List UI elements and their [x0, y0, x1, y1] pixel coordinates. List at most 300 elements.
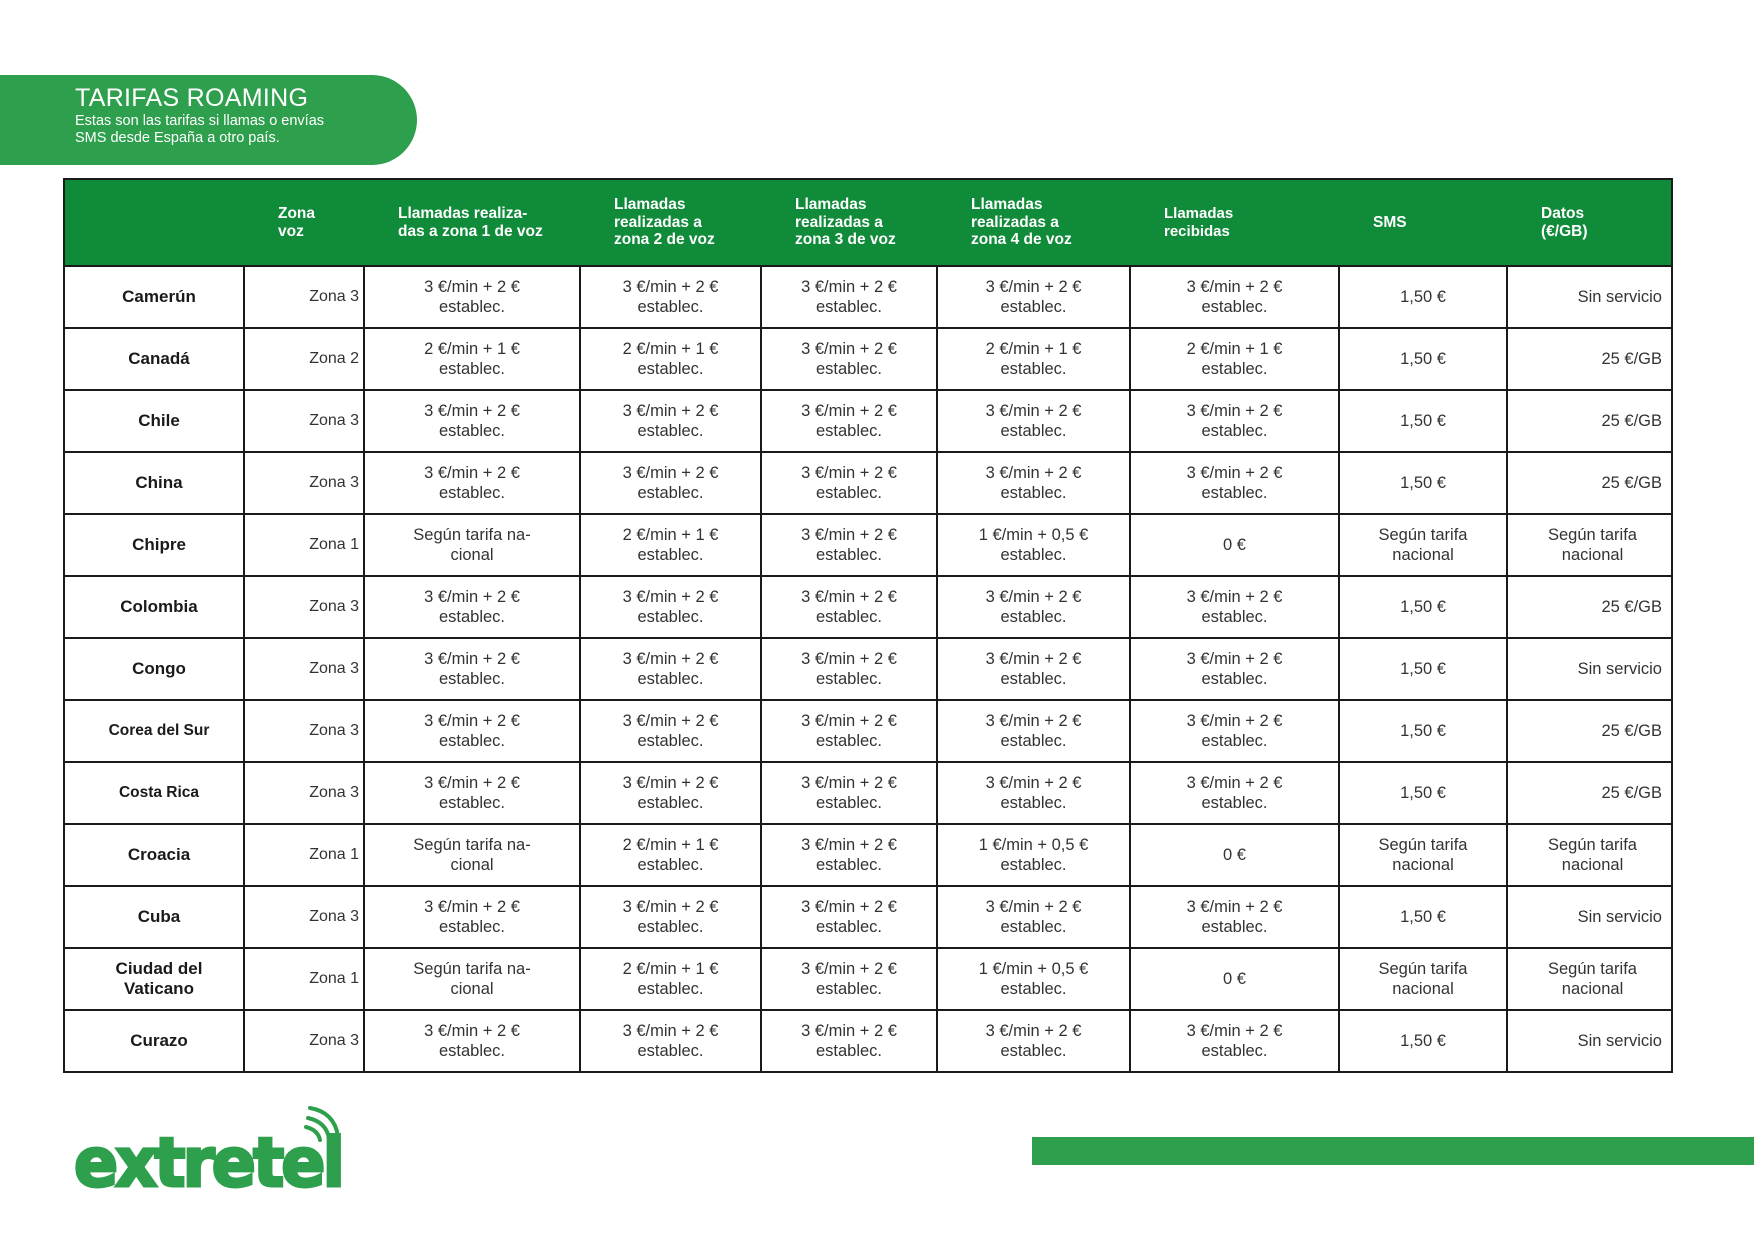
- table-row: [64, 700, 1672, 762]
- cell-line: establec.: [637, 484, 704, 502]
- cell-line: realizadas a: [795, 213, 883, 231]
- table-row: [64, 576, 1672, 638]
- cell-line: recibidas: [1164, 222, 1230, 240]
- rate-cell-z1: [364, 824, 580, 886]
- table-row: [64, 266, 1672, 328]
- sms-cell: [1339, 638, 1507, 700]
- cell-line: establec.: [438, 732, 506, 750]
- rate-cell-recibidas: [1130, 328, 1339, 390]
- cell-line: 3 €/min + 2 €: [985, 898, 1082, 916]
- cell-line: establec.: [637, 856, 704, 874]
- cell-line: Camerún: [122, 287, 196, 306]
- cell-line: 3 €/min + 2 €: [801, 402, 897, 420]
- rate-cell-recibidas: [1130, 762, 1339, 824]
- cell-line: establec.: [815, 1042, 883, 1060]
- cell-line: 1 €/min + 0,5 €: [978, 526, 1089, 544]
- cell-line: Llamadas: [971, 196, 1043, 214]
- cell-line: Ciudad del: [115, 959, 203, 978]
- rate-cell-z2: [580, 948, 761, 1010]
- cell-line: Llamadas: [614, 196, 686, 214]
- cell-line: establec.: [815, 794, 883, 812]
- cell-line: 3 €/min + 2 €: [622, 278, 719, 296]
- cell-line: nacional: [1392, 546, 1454, 564]
- zone-cell: Zona 3: [244, 638, 364, 700]
- section-subtitle: [75, 113, 417, 147]
- cell-line: establec.: [1201, 794, 1268, 812]
- cell-line: 2 €/min + 1 €: [622, 960, 719, 978]
- cell-line: Zona: [278, 205, 316, 222]
- cell-line: 3 €/min + 2 €: [622, 1022, 719, 1040]
- cell-line: 3 €/min + 2 €: [1186, 1022, 1283, 1040]
- cell-line: 3 €/min + 2 €: [424, 898, 520, 916]
- cell-line: establec.: [1000, 608, 1067, 626]
- column-header-datos: [1507, 179, 1672, 266]
- rate-cell-recibidas: [1130, 452, 1339, 514]
- cell-line: Según tarifa: [1378, 836, 1468, 854]
- cell-line: 3 €/min + 2 €: [985, 464, 1082, 482]
- rate-cell-z3: [761, 576, 937, 638]
- cell-line: 3 €/min + 2 €: [622, 402, 719, 420]
- rate-cell-z4: [937, 886, 1130, 948]
- cell-line: 3 €/min + 2 €: [1186, 774, 1283, 792]
- cell-line: 25 €/GB: [1601, 598, 1662, 616]
- country-cell: [64, 328, 244, 390]
- cell-line: nacional: [1392, 980, 1454, 998]
- cell-line: establec.: [1000, 794, 1067, 812]
- cell-line: establec.: [1000, 670, 1067, 688]
- zone-cell: Zona 3: [244, 390, 364, 452]
- section-title: TARIFAS ROAMING: [75, 84, 309, 112]
- rate-cell-z2: [580, 576, 761, 638]
- cell-line: 1,50 €: [1400, 598, 1446, 616]
- sms-cell: [1339, 266, 1507, 328]
- zone-cell: Zona 3: [244, 762, 364, 824]
- cell-line: establec.: [815, 918, 883, 936]
- logo-wordmark: extretel: [74, 1124, 342, 1203]
- cell-line: establec.: [1000, 856, 1067, 874]
- cell-line: 3 €/min + 2 €: [985, 588, 1082, 606]
- data-cell: [1507, 762, 1672, 824]
- column-header-sms: [1339, 179, 1507, 266]
- cell-line: 0 €: [1223, 970, 1246, 988]
- rate-cell-z3: [761, 390, 937, 452]
- rate-cell-z2: [580, 390, 761, 452]
- cell-line: 3 €/min + 2 €: [424, 402, 520, 420]
- cell-line: 25 €/GB: [1601, 474, 1662, 492]
- cell-line: establec.: [637, 1042, 704, 1060]
- sms-cell: [1339, 948, 1507, 1010]
- cell-line: 3 €/min + 2 €: [424, 464, 520, 482]
- cell-line: 3 €/min + 2 €: [1186, 898, 1283, 916]
- rate-cell-z3: [761, 328, 937, 390]
- rate-cell-recibidas: [1130, 700, 1339, 762]
- rate-cell-recibidas: [1130, 514, 1339, 576]
- cell-line: Cuba: [137, 907, 181, 926]
- rate-cell-recibidas: [1130, 576, 1339, 638]
- cell-line: 1,50 €: [1400, 784, 1446, 802]
- data-cell: [1507, 638, 1672, 700]
- cell-line: das a zona 1 de voz: [398, 222, 543, 240]
- cell-line: 2 €/min + 1 €: [424, 340, 520, 358]
- sms-cell: [1339, 1010, 1507, 1072]
- rate-cell-z2: [580, 266, 761, 328]
- country-cell: [64, 576, 244, 638]
- cell-line: 3 €/min + 2 €: [801, 712, 897, 730]
- data-cell: [1507, 514, 1672, 576]
- cell-line: 25 €/GB: [1601, 350, 1662, 368]
- footer-accent-bar: [1032, 1137, 1754, 1165]
- zone-cell: Zona 3: [244, 1010, 364, 1072]
- cell-line: establec.: [1000, 422, 1067, 440]
- rate-cell-z1: [364, 576, 580, 638]
- cell-line: 0 €: [1223, 536, 1246, 554]
- zone-cell: Zona 3: [244, 700, 364, 762]
- cell-line: 3 €/min + 2 €: [622, 774, 719, 792]
- rate-cell-recibidas: [1130, 266, 1339, 328]
- table-row: [64, 824, 1672, 886]
- cell-line: 2 €/min + 1 €: [985, 340, 1082, 358]
- cell-line: 1,50 €: [1400, 288, 1446, 306]
- cell-line: Según tarifa: [1548, 836, 1637, 854]
- cell-line: establec.: [1000, 360, 1067, 378]
- cell-line: 3 €/min + 2 €: [985, 774, 1082, 792]
- country-cell: [64, 824, 244, 886]
- table-row: [64, 762, 1672, 824]
- cell-line: establec.: [815, 360, 883, 378]
- cell-line: 3 €/min + 2 €: [985, 278, 1082, 296]
- cell-line: 25 €/GB: [1601, 784, 1662, 802]
- rate-cell-z4: [937, 638, 1130, 700]
- cell-line: Vaticano: [124, 979, 194, 998]
- column-header-zona1: [364, 179, 580, 266]
- cell-line: establec.: [1000, 298, 1067, 316]
- cell-line: 1,50 €: [1400, 350, 1446, 368]
- cell-line: establec.: [815, 980, 883, 998]
- sms-cell: [1339, 576, 1507, 638]
- cell-line: establec.: [637, 670, 704, 688]
- rate-cell-z4: [937, 1010, 1130, 1072]
- cell-line: cional: [450, 546, 494, 564]
- cell-line: 3 €/min + 2 €: [424, 650, 520, 668]
- cell-line: 0 €: [1223, 846, 1246, 864]
- cell-line: zona 4 de voz: [971, 231, 1072, 249]
- cell-line: Sin servicio: [1577, 288, 1662, 306]
- section-header: [0, 75, 417, 165]
- cell-line: establec.: [1201, 670, 1268, 688]
- zone-cell: Zona 1: [244, 514, 364, 576]
- cell-line: Llamadas: [795, 196, 867, 214]
- sms-cell: [1339, 824, 1507, 886]
- sms-cell: [1339, 514, 1507, 576]
- cell-line: 3 €/min + 2 €: [424, 588, 520, 606]
- rate-cell-z1: [364, 762, 580, 824]
- cell-line: 3 €/min + 2 €: [1186, 278, 1283, 296]
- zone-cell: Zona 2: [244, 328, 364, 390]
- cell-line: establec.: [438, 608, 506, 626]
- sms-cell: [1339, 452, 1507, 514]
- cell-line: 3 €/min + 2 €: [801, 898, 897, 916]
- cell-line: 3 €/min + 2 €: [801, 526, 897, 544]
- sms-cell: [1339, 328, 1507, 390]
- cell-line: Curazo: [130, 1031, 188, 1050]
- cell-line: nacional: [1561, 856, 1624, 874]
- country-cell: [64, 1010, 244, 1072]
- cell-line: establec.: [637, 422, 704, 440]
- rate-cell-z1: [364, 390, 580, 452]
- extretel-logo: [72, 1098, 352, 1208]
- cell-line: Sin servicio: [1577, 908, 1662, 926]
- roaming-table-container: [63, 178, 1671, 1073]
- cell-line: nacional: [1392, 856, 1454, 874]
- cell-line: Congo: [132, 659, 186, 678]
- rate-cell-recibidas: [1130, 886, 1339, 948]
- cell-line: 3 €/min + 2 €: [424, 774, 520, 792]
- cell-line: 3 €/min + 2 €: [622, 588, 719, 606]
- cell-line: realizadas a: [614, 213, 702, 231]
- cell-line: 1,50 €: [1400, 722, 1446, 740]
- column-header-recibidas: [1130, 179, 1339, 266]
- table-body: [64, 266, 1672, 1072]
- rate-cell-recibidas: [1130, 638, 1339, 700]
- rate-cell-z4: [937, 390, 1130, 452]
- rate-cell-z3: [761, 514, 937, 576]
- data-cell: [1507, 390, 1672, 452]
- cell-line: SMS: [1373, 213, 1407, 231]
- table-row: [64, 390, 1672, 452]
- cell-line: 3 €/min + 2 €: [1186, 712, 1283, 730]
- cell-line: 3 €/min + 2 €: [801, 774, 897, 792]
- country-cell: [64, 948, 244, 1010]
- rate-cell-z2: [580, 452, 761, 514]
- cell-line: establec.: [1000, 546, 1067, 564]
- country-cell: [64, 514, 244, 576]
- cell-line: 2 €/min + 1 €: [622, 340, 719, 358]
- cell-line: realizadas a: [971, 213, 1059, 231]
- sms-cell: [1339, 762, 1507, 824]
- rate-cell-z2: [580, 638, 761, 700]
- roaming-rates-table: [63, 178, 1673, 1073]
- cell-line: 1,50 €: [1400, 474, 1446, 492]
- cell-line: establec.: [637, 794, 704, 812]
- cell-line: establec.: [1000, 980, 1067, 998]
- cell-line: establec.: [637, 608, 704, 626]
- cell-line: establec.: [815, 732, 883, 750]
- zone-cell: Zona 3: [244, 576, 364, 638]
- rate-cell-z3: [761, 762, 937, 824]
- rate-cell-z4: [937, 824, 1130, 886]
- cell-line: 3 €/min + 2 €: [801, 1022, 897, 1040]
- cell-line: 3 €/min + 2 €: [1186, 650, 1283, 668]
- rate-cell-z4: [937, 266, 1130, 328]
- data-cell: [1507, 700, 1672, 762]
- rate-cell-z2: [580, 700, 761, 762]
- cell-line: establec.: [1201, 608, 1268, 626]
- cell-line: establec.: [438, 918, 506, 936]
- rate-cell-z2: [580, 886, 761, 948]
- cell-line: 1,50 €: [1400, 908, 1446, 926]
- rate-cell-z3: [761, 452, 937, 514]
- cell-line: establec.: [637, 980, 704, 998]
- rate-cell-z1: [364, 328, 580, 390]
- table-row: [64, 452, 1672, 514]
- zone-cell: Zona 1: [244, 948, 364, 1010]
- cell-line: establec.: [1000, 918, 1067, 936]
- rate-cell-z3: [761, 1010, 937, 1072]
- zone-cell: Zona 1: [244, 824, 364, 886]
- data-cell: [1507, 948, 1672, 1010]
- data-cell: [1507, 824, 1672, 886]
- cell-line: (€/GB): [1541, 222, 1588, 240]
- rate-cell-z3: [761, 886, 937, 948]
- cell-line: establec.: [637, 298, 704, 316]
- data-cell: [1507, 266, 1672, 328]
- rate-cell-z1: [364, 1010, 580, 1072]
- cell-line: establec.: [637, 360, 704, 378]
- cell-line: Costa Rica: [118, 784, 200, 801]
- cell-line: 3 €/min + 2 €: [424, 712, 520, 730]
- cell-line: China: [135, 473, 183, 492]
- cell-line: 3 €/min + 2 €: [622, 712, 719, 730]
- cell-line: establec.: [438, 360, 506, 378]
- rate-cell-z3: [761, 824, 937, 886]
- data-cell: [1507, 576, 1672, 638]
- cell-line: Llamadas realiza-: [398, 205, 528, 222]
- cell-line: establec.: [637, 546, 704, 564]
- cell-line: 3 €/min + 2 €: [801, 836, 897, 854]
- data-cell: [1507, 886, 1672, 948]
- country-cell: [64, 638, 244, 700]
- data-cell: [1507, 328, 1672, 390]
- cell-line: Canadá: [128, 349, 190, 368]
- cell-line: establec.: [815, 856, 883, 874]
- cell-line: 3 €/min + 2 €: [424, 278, 520, 296]
- zone-cell: Zona 3: [244, 452, 364, 514]
- rate-cell-z1: [364, 514, 580, 576]
- country-cell: [64, 266, 244, 328]
- rate-cell-z4: [937, 700, 1130, 762]
- rate-cell-z3: [761, 948, 937, 1010]
- cell-line: 3 €/min + 2 €: [1186, 464, 1283, 482]
- cell-line: establec.: [1201, 732, 1268, 750]
- cell-line: establec.: [815, 608, 883, 626]
- rate-cell-z2: [580, 328, 761, 390]
- cell-line: Corea del Sur: [108, 722, 210, 739]
- table-header-row: [64, 179, 1672, 266]
- rate-cell-z2: [580, 762, 761, 824]
- cell-line: 25 €/GB: [1601, 412, 1662, 430]
- cell-line: establec.: [1201, 918, 1268, 936]
- cell-line: 3 €/min + 2 €: [985, 402, 1082, 420]
- cell-line: establec.: [438, 1042, 506, 1060]
- rate-cell-z4: [937, 762, 1130, 824]
- table-row: [64, 638, 1672, 700]
- rate-cell-z4: [937, 576, 1130, 638]
- cell-line: establec.: [637, 732, 704, 750]
- rate-cell-z4: [937, 328, 1130, 390]
- table-row: [64, 1010, 1672, 1072]
- rate-cell-z1: [364, 266, 580, 328]
- cell-line: 3 €/min + 2 €: [801, 464, 897, 482]
- column-header-country: [64, 179, 244, 266]
- cell-line: 25 €/GB: [1601, 722, 1662, 740]
- subtitle-line: Estas son las tarifas si llamas o envías: [75, 113, 325, 129]
- cell-line: 3 €/min + 2 €: [1186, 402, 1283, 420]
- table-row: [64, 328, 1672, 390]
- table-header: [64, 179, 1672, 266]
- sms-cell: [1339, 390, 1507, 452]
- cell-line: 3 €/min + 2 €: [801, 588, 897, 606]
- cell-line: 3 €/min + 2 €: [622, 898, 719, 916]
- data-cell: [1507, 452, 1672, 514]
- cell-line: establec.: [438, 484, 506, 502]
- cell-line: voz: [278, 222, 304, 240]
- cell-line: establec.: [1201, 298, 1268, 316]
- cell-line: establec.: [1000, 732, 1067, 750]
- cell-line: 3 €/min + 2 €: [985, 712, 1082, 730]
- rate-cell-z4: [937, 452, 1130, 514]
- cell-line: Croacia: [127, 845, 191, 864]
- cell-line: 3 €/min + 2 €: [801, 340, 897, 358]
- rate-cell-z1: [364, 452, 580, 514]
- cell-line: establec.: [438, 670, 506, 688]
- cell-line: 1,50 €: [1400, 412, 1446, 430]
- table-row: [64, 948, 1672, 1010]
- cell-line: 3 €/min + 2 €: [622, 464, 719, 482]
- column-header-zona: [244, 179, 364, 266]
- cell-line: cional: [450, 980, 494, 998]
- cell-line: nacional: [1561, 980, 1624, 998]
- cell-line: 1 €/min + 0,5 €: [978, 836, 1089, 854]
- table-row: [64, 514, 1672, 576]
- table-row: [64, 886, 1672, 948]
- cell-line: 3 €/min + 2 €: [985, 1022, 1082, 1040]
- cell-line: establec.: [1201, 360, 1268, 378]
- cell-line: establec.: [815, 298, 883, 316]
- cell-line: 3 €/min + 2 €: [801, 960, 897, 978]
- cell-line: Sin servicio: [1577, 1032, 1662, 1050]
- cell-line: Según tarifa: [1548, 526, 1637, 544]
- cell-line: 1 €/min + 0,5 €: [978, 960, 1089, 978]
- cell-line: establec.: [1000, 1042, 1067, 1060]
- cell-line: establec.: [1201, 484, 1268, 502]
- cell-line: Sin servicio: [1577, 660, 1662, 678]
- cell-line: zona 3 de voz: [795, 231, 896, 249]
- cell-line: Datos: [1541, 205, 1585, 222]
- column-header-zona3: [761, 179, 937, 266]
- rate-cell-recibidas: [1130, 948, 1339, 1010]
- zone-cell: Zona 3: [244, 886, 364, 948]
- country-cell: [64, 390, 244, 452]
- cell-line: 3 €/min + 2 €: [985, 650, 1082, 668]
- sms-cell: [1339, 886, 1507, 948]
- cell-line: 3 €/min + 2 €: [801, 650, 897, 668]
- cell-line: establec.: [1201, 1042, 1268, 1060]
- country-cell: [64, 452, 244, 514]
- cell-line: 1,50 €: [1400, 660, 1446, 678]
- country-cell: [64, 700, 244, 762]
- rate-cell-z1: [364, 886, 580, 948]
- rate-cell-recibidas: [1130, 1010, 1339, 1072]
- cell-line: 3 €/min + 2 €: [801, 278, 897, 296]
- cell-line: Según tarifa na-: [413, 526, 531, 544]
- rate-cell-z1: [364, 948, 580, 1010]
- rate-cell-z2: [580, 824, 761, 886]
- cell-line: establec.: [1000, 484, 1067, 502]
- rate-cell-recibidas: [1130, 390, 1339, 452]
- cell-line: establec.: [637, 918, 704, 936]
- cell-line: zona 2 de voz: [614, 231, 715, 249]
- cell-line: Según tarifa: [1378, 526, 1468, 544]
